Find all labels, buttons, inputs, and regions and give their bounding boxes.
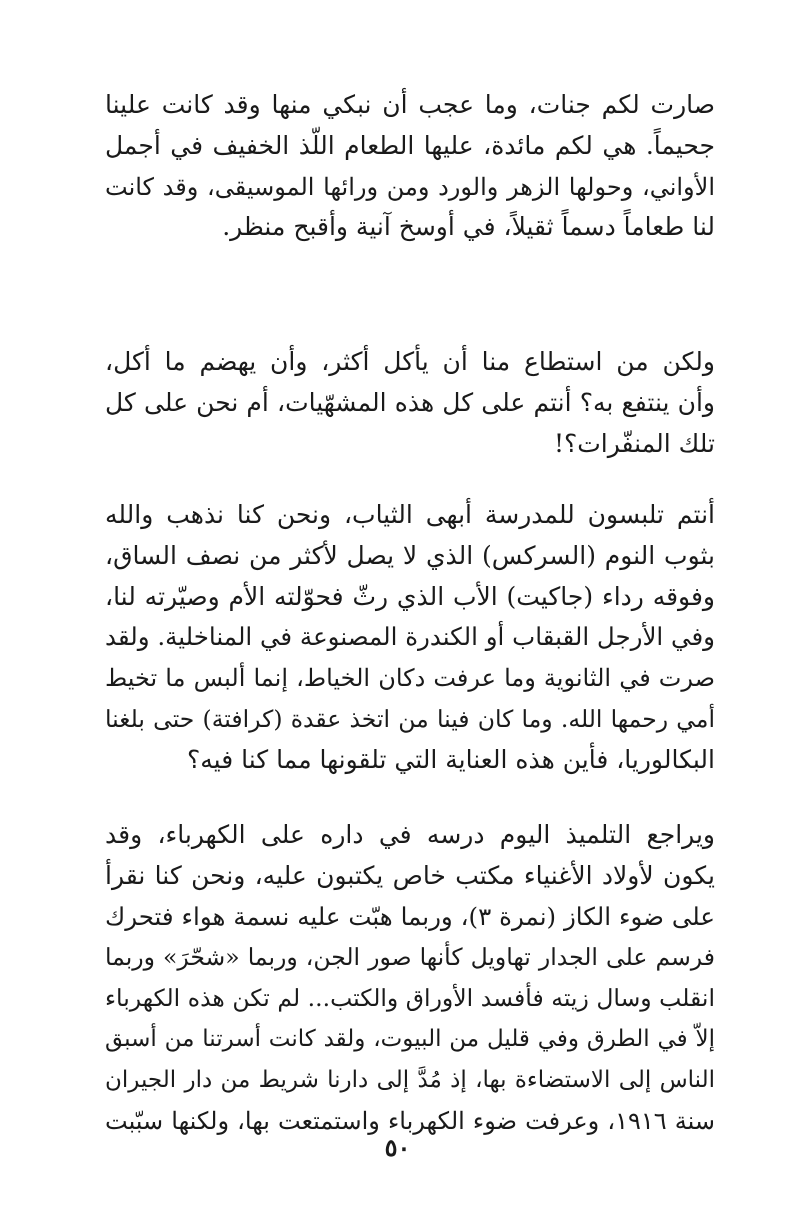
text-line: ويراجع التلميذ اليوم درسه في داره على الكهرباء، وقد: [105, 820, 715, 849]
text-line: يكون لأولاد الأغنياء مكتب خاص يكتبون عليه، ونحن كنا نقرأ: [105, 860, 715, 890]
page-number: ٥٠: [384, 1133, 411, 1162]
text-line: ولكن من استطاع منا أن يأكل أكثر، وأن يهضم ما أكل،: [105, 347, 715, 376]
paragraph-3: [105, 495, 715, 781]
text-line: الناس إلى الاستضاءة بها، إذ مُدَّ إلى دارنا شريط من دار الجيران: [105, 1066, 715, 1093]
text-line: صارت لكم جنات، وما عجب أن نبكي منها وقد كانت علينا: [105, 90, 715, 119]
text-line: سنة ١٩١٦، وعرفت ضوء الكهرباء واستمتعت بها، ولكنها سبّبت: [105, 1106, 715, 1135]
text-line: جحيماً. هي لكم مائدة، عليها الطعام اللّذ الخفيف في أجمل: [105, 130, 715, 160]
book-page: [105, 70, 715, 1210]
text-line: لنا طعاماً دسماً ثقيلاً، في أوسخ آنية وأقبح منظر.: [222, 212, 715, 242]
text-line: وفوقه رداء (جاكيت) الأب الذي رثّ فحوّلته الأم وصيّرته لنا،: [105, 581, 715, 611]
text-line: فرسم على الجدار تهاويل كأنها صور الجن، وربما «شحّرَ» وربما: [105, 943, 715, 972]
text-line: أنتم تلبسون للمدرسة أبهى الثياب، ونحن كنا نذهب والله: [105, 500, 715, 529]
text-line: البكالوريا، فأين هذه العناية التي تلقونها مما كنا فيه؟: [187, 744, 715, 774]
text-line: الأواني، وحولها الزهر والورد ومن ورائها الموسيقى، وقد كانت: [105, 172, 715, 201]
text-line: بثوب النوم (السركس) الذي لا يصل لأكثر من نصف الساق،: [105, 540, 715, 570]
text-line: تلك المنفّرات؟!: [553, 428, 715, 458]
text-line: إلاّ في الطرق وفي قليل من البيوت، ولقد كانت أسرتنا من أسبق: [105, 1025, 715, 1052]
paragraph-2: [105, 342, 715, 464]
text-line: وأن ينتفع به؟ أنتم على كل هذه المشهّيات، أم نحن على كل: [105, 387, 715, 417]
paragraph-1: [105, 85, 715, 248]
paragraph-4: [105, 815, 715, 1141]
text-line: على ضوء الكاز (نمرة ٣)، وربما هبّت عليه نسمة هواء فتحرك: [105, 901, 715, 931]
text-line: أمي رحمها الله. وما كان فينا من اتخذ عقدة (كرافتة) حتى بلغنا: [105, 704, 715, 733]
text-line: انقلب وسال زيته فأفسد الأوراق والكتب... لم تكن هذه الكهرباء: [105, 984, 715, 1013]
text-line: وفي الأرجل القبقاب أو الكندرة المصنوعة في المناخلية. ولقد: [105, 622, 715, 652]
text-line: صرت في الثانوية وما عرفت دكان الخياط، إنما ألبس ما تخيط: [105, 664, 715, 693]
